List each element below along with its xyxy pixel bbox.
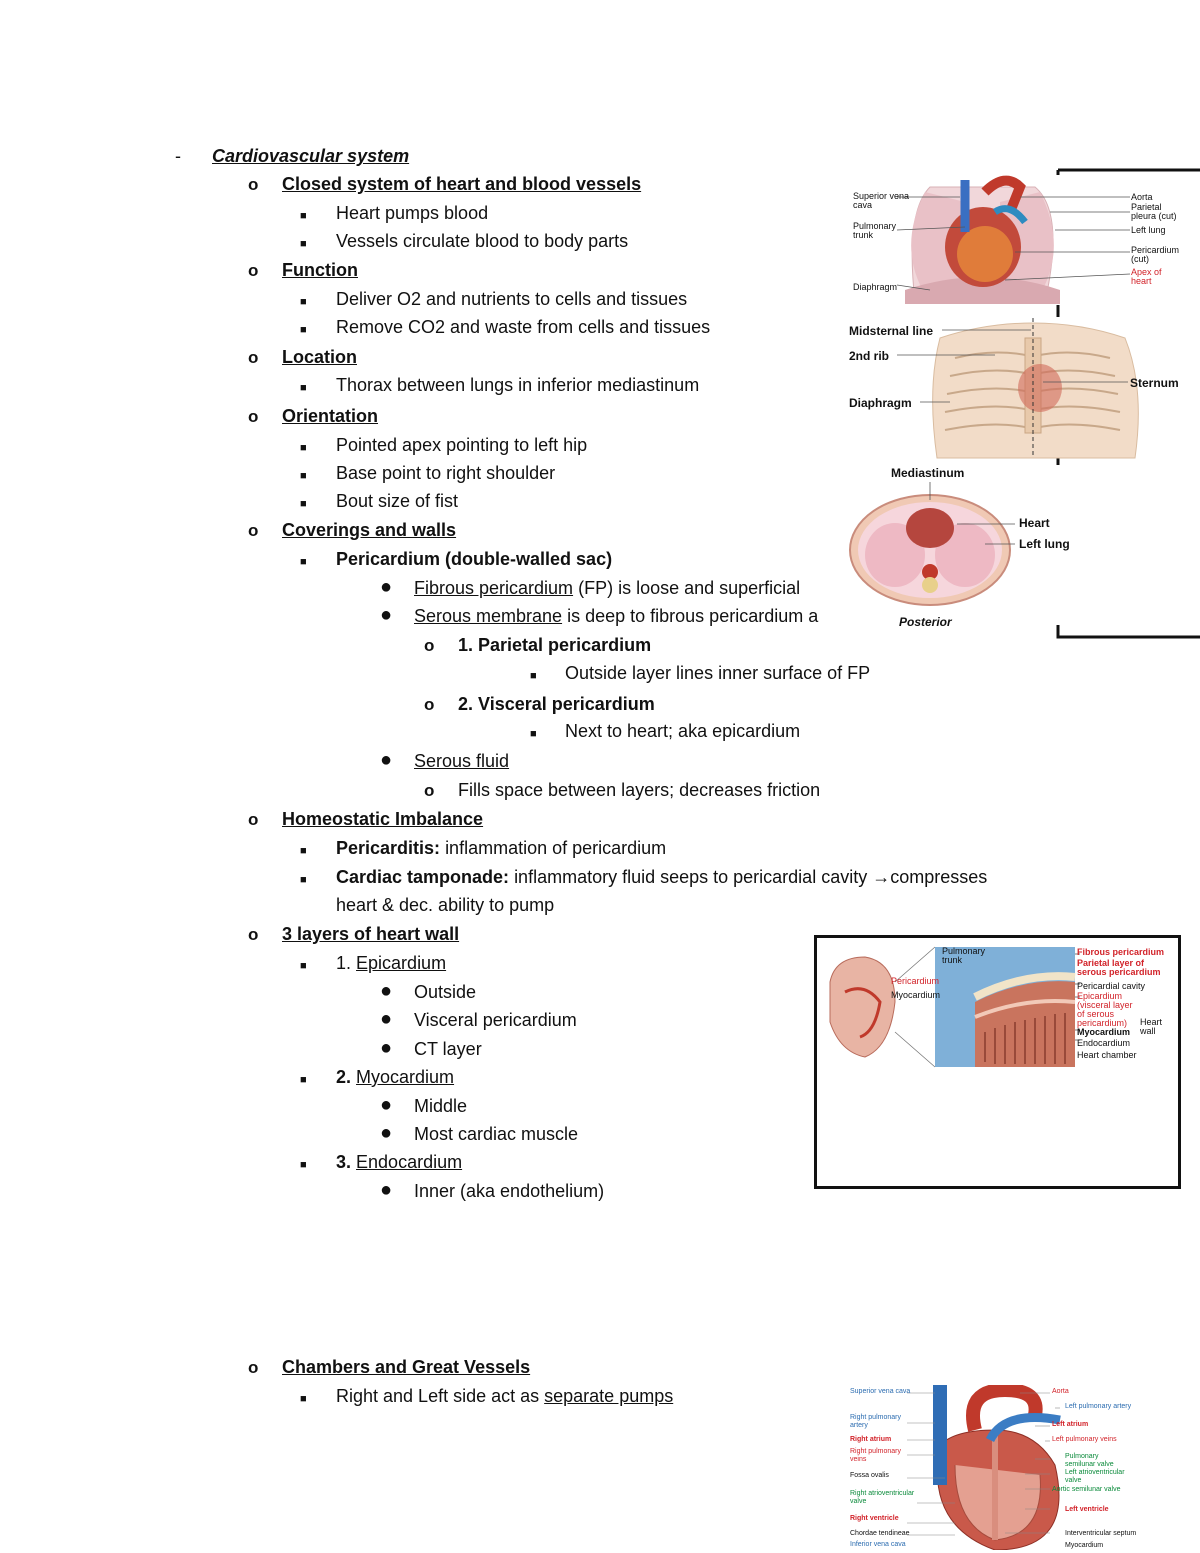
heading-layers: 3 layers of heart wall (282, 924, 460, 944)
bullet-square: ■ (300, 442, 307, 454)
bullet-square: ■ (300, 296, 307, 308)
list-item: Middle (414, 1096, 468, 1116)
label-sternum: Sternum (1130, 376, 1179, 390)
label-aorta: Aorta (1131, 192, 1153, 202)
bullet-square: ■ (300, 498, 307, 510)
label-left-lung-2: Left lung (1019, 537, 1070, 551)
term-epicardium: Epicardium (356, 953, 447, 973)
num-1: 1. (336, 953, 352, 973)
bullet-o: o (248, 521, 259, 540)
label-mediastinum: Mediastinum (891, 466, 965, 480)
bullet-dot: ● (380, 604, 393, 626)
heading-function: Function (282, 260, 358, 280)
heading-coverings: Coverings and walls (282, 520, 457, 540)
label-heart-wall: Heart wall (1140, 1017, 1163, 1036)
bullet-square: ■ (300, 556, 307, 568)
text-serous-rest: is deep to fibrous pericardium a (567, 606, 819, 626)
list-item-continuation: heart & dec. ability to pump (336, 895, 555, 915)
label-chordae-tendineae: Chordae tendineae (850, 1530, 910, 1537)
label-myocardium-wall: Myocardium (1077, 1027, 1131, 1037)
bullet-o: o (248, 175, 259, 194)
list-item: Most cardiac muscle (414, 1124, 579, 1144)
bullet-o: o (248, 925, 259, 944)
list-item: Base point to right shoulder (336, 463, 556, 483)
label-pericardium: Pericardium (891, 976, 940, 986)
list-item-serous (414, 605, 818, 627)
arrow-icon: → (872, 867, 891, 887)
list-item: Outside (414, 982, 477, 1002)
label-aortic-semilunar-valve: Aortic semilunar valve (1052, 1486, 1121, 1493)
list-item: Fills space between layers; decreases friction (458, 780, 821, 800)
text-fibrous-rest: (FP) is loose and superficial (578, 578, 801, 598)
label-diaphragm: Diaphragm (853, 282, 898, 292)
term-tamponade: Cardiac tamponade: (336, 867, 510, 887)
list-item-fibrous (414, 577, 800, 599)
label-left-atrium: Left atrium (1052, 1421, 1089, 1428)
list-item: Bout size of fist (336, 491, 459, 511)
label-superior-vena-cava: Superior vena cava (853, 191, 910, 210)
bullet-square: ■ (300, 1159, 307, 1171)
bullet-o: o (248, 261, 259, 280)
bullet-dot: ● (380, 576, 393, 598)
label-pulmonary-trunk-2: Pulmonary trunk (942, 946, 986, 965)
label-interventricular-septum: Interventricular septum (1065, 1530, 1137, 1537)
bullet-square: ■ (300, 470, 307, 482)
list-item: Thorax between lungs in inferior mediastinum (336, 375, 700, 395)
term-separate-pumps: separate pumps (544, 1386, 674, 1406)
label-pulmonary-semilunar-valve: Pulmonary semilunar valve (1065, 1453, 1114, 1468)
cross-section-figure (845, 460, 1185, 635)
bullet-o: o (248, 810, 259, 829)
label-left-av-valve: Left atrioventricular valve (1065, 1469, 1125, 1484)
label-fossa-ovalis: Fossa ovalis (850, 1472, 889, 1479)
list-item: Remove CO2 and waste from cells and tissues (336, 317, 711, 337)
list-item: Pointed apex pointing to left hip (336, 435, 588, 455)
label-posterior: Posterior (899, 615, 952, 629)
bullet-square: ■ (530, 670, 537, 682)
list-item: Heart pumps blood (336, 203, 489, 223)
bullet-o: o (424, 781, 435, 800)
list-item-tamponade (336, 866, 987, 888)
list-item-parietal: 1. Parietal pericardium (458, 635, 652, 655)
label-aorta-2: Aorta (1052, 1388, 1069, 1395)
bullet-dot: ● (380, 1094, 393, 1116)
list-item-visceral: 2. Visceral pericardium (458, 694, 655, 714)
heading-location: Location (282, 347, 357, 367)
label-myocardium-small: Myocardium (891, 990, 941, 1000)
label-parietal-layer: Parietal layer of serous pericardium (1077, 958, 1161, 977)
num-2: 2. (336, 1067, 352, 1087)
bullet-o: o (424, 695, 435, 714)
list-item-pericardium: Pericardium (double-walled sac) (336, 549, 613, 569)
label-right-ventricle: Right ventricle (850, 1515, 899, 1522)
label-right-atrium: Right atrium (850, 1436, 892, 1443)
bullet-square: ■ (530, 728, 537, 740)
label-right-pulmonary-veins: Right pulmonary veins (850, 1448, 901, 1463)
bullet-square: ■ (300, 960, 307, 972)
term-serous-fluid: Serous fluid (414, 751, 510, 771)
label-epicardium-visceral: Epicardium (visceral layer of serous pericardium) (1077, 991, 1133, 1028)
label-superior-vena-cava-2: Superior vena cava (850, 1388, 911, 1395)
label-diaphragm-2: Diaphragm (849, 396, 912, 410)
list-item: Visceral pericardium (414, 1010, 577, 1030)
label-pericardium-cut: Pericardium (cut) (1131, 245, 1180, 264)
label-2nd-rib: 2nd rib (849, 349, 890, 363)
label-parietal-pleura: Parietal pleura (cut) (1131, 202, 1177, 221)
list-item: CT layer (414, 1039, 482, 1059)
label-heart: Heart (1019, 516, 1050, 530)
bullet-o: o (248, 407, 259, 426)
list-item-pericarditis (336, 837, 666, 859)
term-serous-membrane: Serous membrane (414, 606, 563, 626)
heading-closed-system: Closed system of heart and blood vessels (282, 174, 642, 194)
term-fibrous-pericardium: Fibrous pericardium (414, 578, 574, 598)
label-midsternal-line: Midsternal line (849, 324, 934, 338)
label-right-av-valve: Right atrioventricular valve (850, 1490, 915, 1505)
list-item: Deliver O2 and nutrients to cells and tissues (336, 289, 688, 309)
bullet-square: ■ (300, 210, 307, 222)
list-item-epicardium (336, 952, 446, 974)
label-endocardium: Endocardium (1077, 1038, 1131, 1048)
label-inferior-vena-cava: Inferior vena cava (850, 1541, 906, 1548)
bullet-o: o (424, 636, 435, 655)
label-left-lung: Left lung (1131, 225, 1166, 235)
label-heart-chamber: Heart chamber (1077, 1050, 1137, 1060)
label-pericardial-cavity: Pericardial cavity (1077, 981, 1146, 991)
bullet-square: ■ (300, 238, 307, 250)
text-pericarditis: inflammation of pericardium (445, 838, 667, 858)
bullet-o: o (248, 348, 259, 367)
bullet-square: ■ (300, 324, 307, 336)
num-3: 3. (336, 1152, 352, 1172)
label-left-pulmonary-veins: Left pulmonary veins (1052, 1436, 1117, 1443)
bullet-dot: ● (380, 1008, 393, 1030)
bullet-square: ■ (300, 1074, 307, 1086)
term-endocardium: Endocardium (356, 1152, 463, 1172)
bullet-o: o (248, 1358, 259, 1377)
text-tamponade-after: compresses (890, 867, 988, 887)
bullet-square: ■ (300, 874, 307, 886)
list-item-endocardium (336, 1151, 462, 1173)
list-item: Outside layer lines inner surface of FP (565, 663, 871, 683)
label-left-pulmonary-artery: Left pulmonary artery (1065, 1403, 1132, 1410)
term-pericarditis: Pericarditis: (336, 838, 441, 858)
label-apex-of-heart: Apex of heart (1131, 267, 1162, 286)
list-item: Next to heart; aka epicardium (565, 721, 801, 741)
label-left-ventricle: Left ventricle (1065, 1506, 1109, 1513)
label-right-pulmonary-artery: Right pulmonary artery (850, 1414, 901, 1429)
heading-chambers: Chambers and Great Vessels (282, 1357, 531, 1377)
bullet-square: ■ (300, 1393, 307, 1405)
label-fibrous-pericardium: Fibrous pericardium (1077, 947, 1165, 957)
list-item-chambers (336, 1385, 673, 1407)
bullet-square: ■ (300, 845, 307, 857)
term-myocardium: Myocardium (356, 1067, 455, 1087)
list-item: Inner (aka endothelium) (414, 1181, 605, 1201)
heading-orientation: Orientation (282, 406, 379, 426)
chest-figure (845, 318, 1185, 463)
bullet-dot: ● (380, 1179, 393, 1201)
heading-homeostatic: Homeostatic Imbalance (282, 809, 484, 829)
bullet-dot: ● (380, 1122, 393, 1144)
list-item: Vessels circulate blood to body parts (336, 231, 629, 251)
label-pulmonary-trunk: Pulmonary trunk (853, 221, 897, 240)
bullet-dot: ● (380, 1037, 393, 1059)
text-tamponade: inflammatory fluid seeps to pericardial cavity (514, 867, 868, 887)
bullet-square: ■ (300, 382, 307, 394)
bullet-dot: ● (380, 749, 393, 771)
bullet-dot: ● (380, 980, 393, 1002)
text-chambers-pre: Right and Left side act as (336, 1386, 540, 1406)
dash-marker: - (175, 146, 181, 166)
page-title: Cardiovascular system (212, 146, 410, 166)
label-myocardium-2: Myocardium (1065, 1542, 1104, 1549)
list-item-myocardium (336, 1066, 454, 1088)
